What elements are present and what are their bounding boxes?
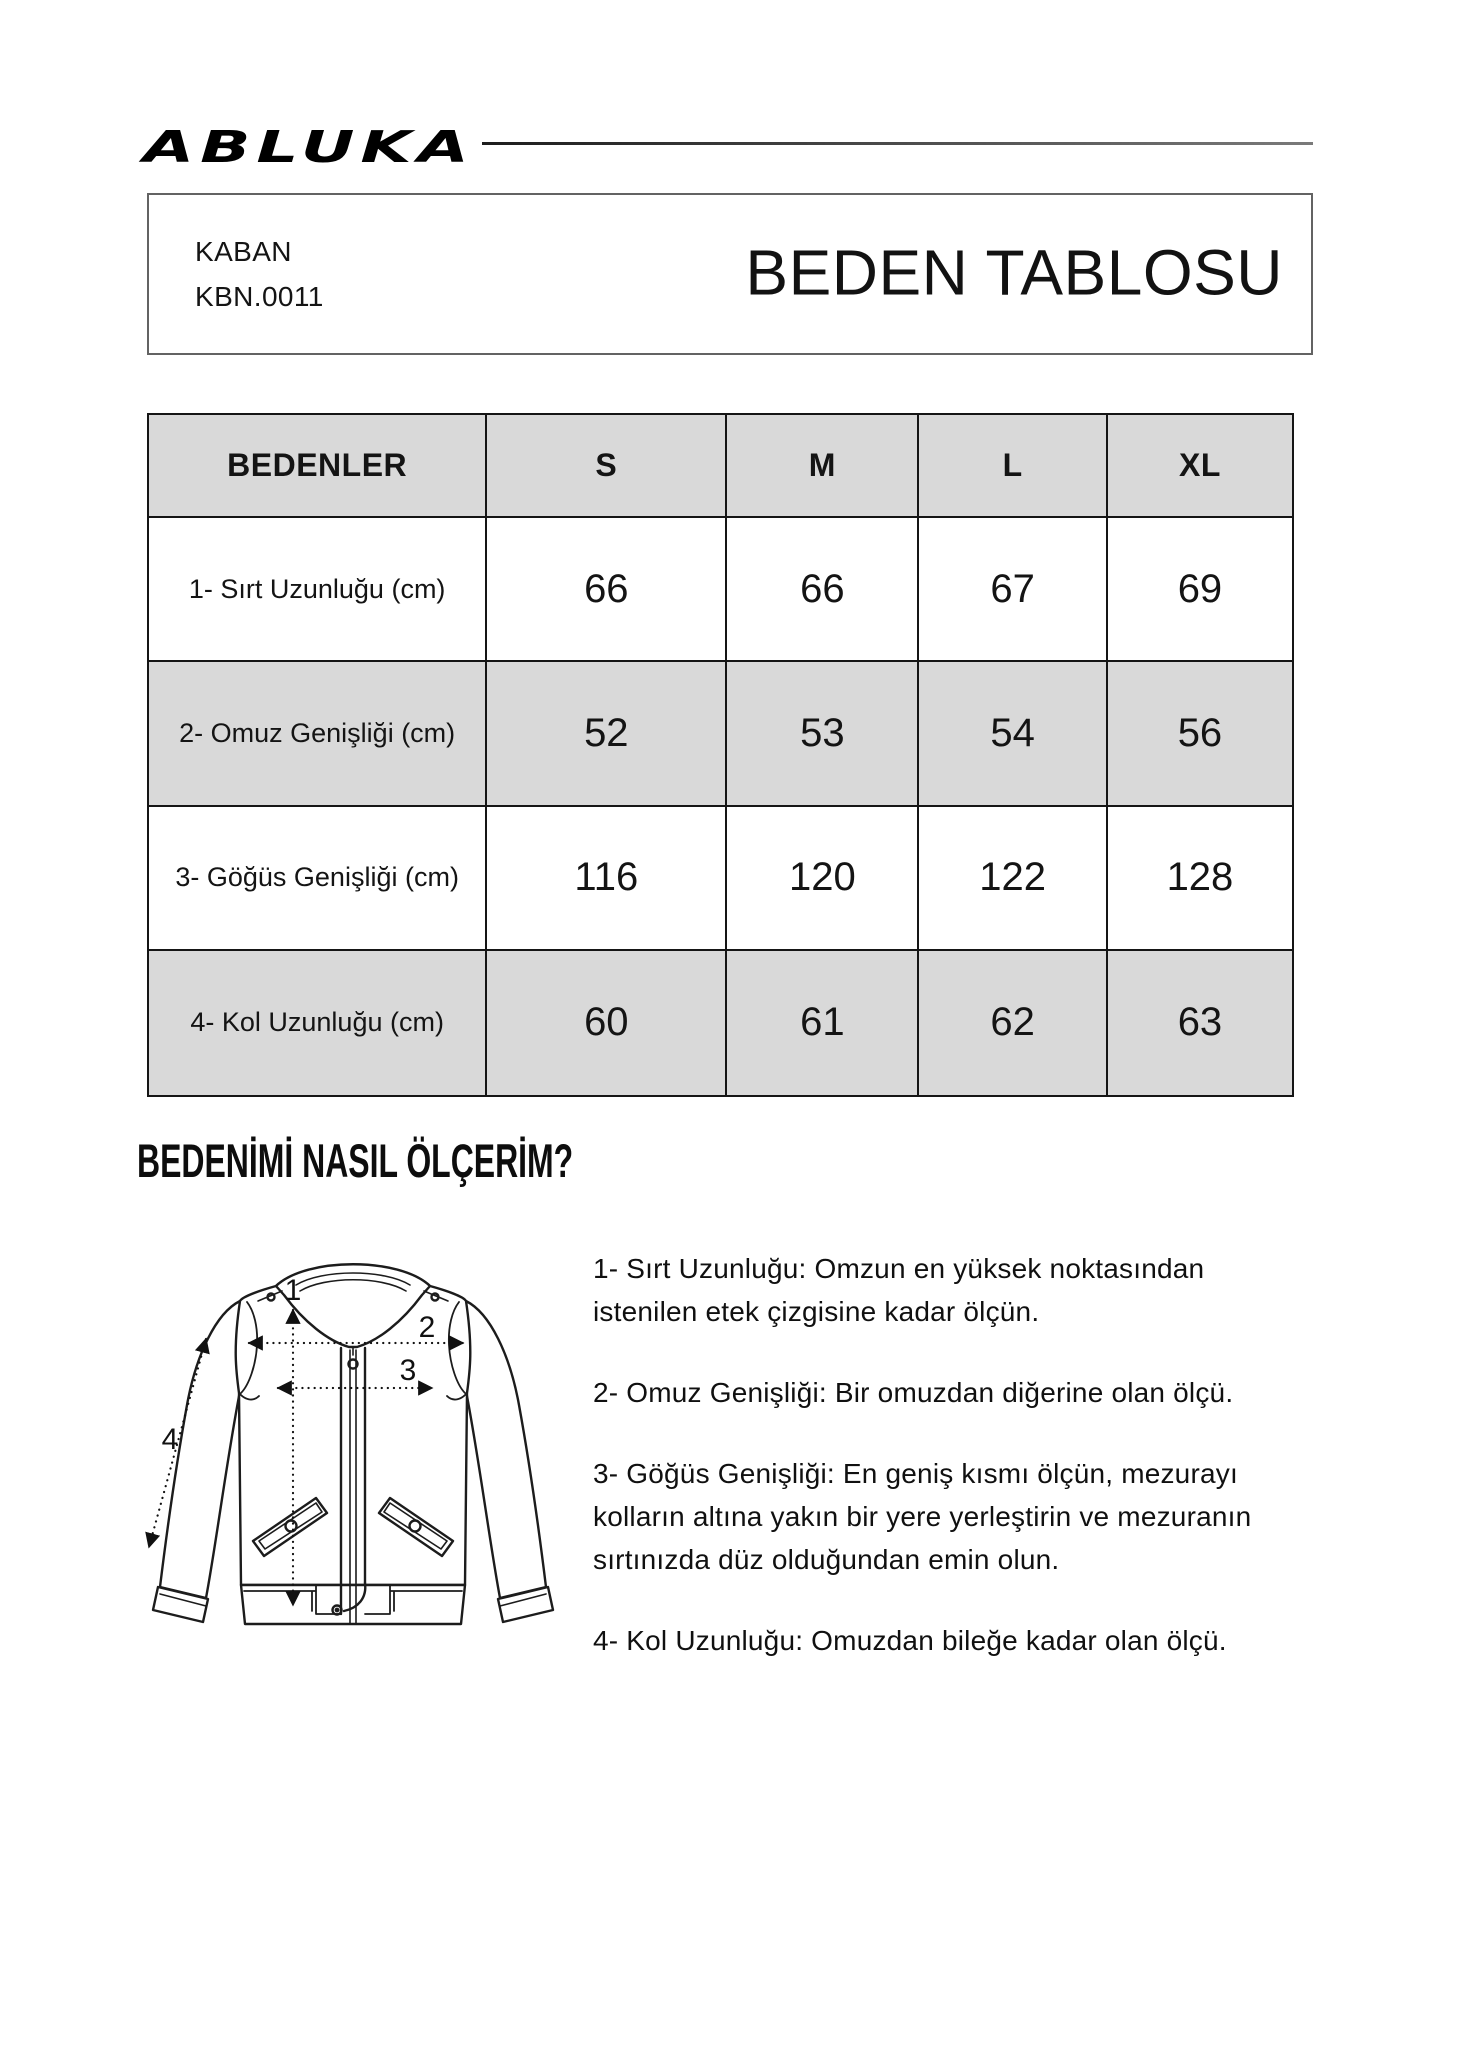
measure-guide-heading: BEDENİMİ NASIL ÖLÇERİM? (137, 1134, 574, 1187)
table-value-cell: 116 (487, 807, 727, 951)
brand-logo: ABLUKA (143, 122, 475, 173)
table-row-label: 4- Kol Uzunluğu (cm) (149, 951, 487, 1095)
size-table (147, 413, 1294, 1097)
table-value-cell: 61 (727, 951, 919, 1095)
product-code: KBN.0011 (195, 281, 324, 312)
right-sleeve (466, 1301, 546, 1598)
instruction-shoulder-width: 2- Omuz Genişliği: Bir omuzdan diğerine olan ölçü. (593, 1377, 1234, 1408)
measure-instructions (593, 1247, 1288, 1700)
table-header-cell: S (487, 415, 727, 518)
table-value-cell: 66 (727, 518, 919, 662)
table-value-cell: 62 (919, 951, 1108, 1095)
table-value-cell: 66 (487, 518, 727, 662)
table-row-label: 3- Göğüs Genişliği (cm) (149, 807, 487, 951)
jacket-drawing (153, 1264, 553, 1624)
instruction-chest-width: 3- Göğüs Genişliği: En geniş kısmı ölçün, mezurayı kolların altına yakın bir yere yerleştirin ve mezuranın sırtınızda düz olduğundan emin olun. (593, 1458, 1252, 1575)
table-value-cell: 54 (919, 662, 1108, 806)
product-info (195, 229, 324, 319)
diagram-label-2: 2 (418, 1311, 436, 1344)
table-header-cell: M (727, 415, 919, 518)
product-name: KABAN (195, 236, 292, 267)
table-value-cell: 52 (487, 662, 727, 806)
table-value-cell: 69 (1108, 518, 1292, 662)
table-header-cell: BEDENLER (149, 415, 487, 518)
table-header-cell: XL (1108, 415, 1292, 518)
zipper-bottom-stop-dot (336, 1609, 338, 1611)
jacket-measurement-diagram (130, 1253, 580, 1653)
table-value-cell: 67 (919, 518, 1108, 662)
table-value-cell: 60 (487, 951, 727, 1095)
table-value-cell: 120 (727, 807, 919, 951)
diagram-label-1: 1 (284, 1274, 302, 1307)
header-rule (482, 142, 1313, 145)
instruction-sleeve-length: 4- Kol Uzunluğu: Omuzdan bileğe kadar olan ölçü. (593, 1625, 1227, 1656)
table-row-label: 1- Sırt Uzunluğu (cm) (149, 518, 487, 662)
instruction-back-length: 1- Sırt Uzunluğu: Omzun en yüksek noktasından istenilen etek çizgisine kadar ölçün. (593, 1253, 1205, 1327)
table-value-cell: 122 (919, 807, 1108, 951)
diagram-label-4: 4 (161, 1423, 179, 1456)
table-value-cell: 53 (727, 662, 919, 806)
table-row-label: 2- Omuz Genişliği (cm) (149, 662, 487, 806)
table-value-cell: 56 (1108, 662, 1292, 806)
page-title: BEDEN TABLOSU (745, 236, 1283, 309)
table-value-cell: 63 (1108, 951, 1292, 1095)
product-header-box (147, 193, 1313, 355)
table-header-cell: L (919, 415, 1108, 518)
diagram-label-3: 3 (399, 1354, 417, 1387)
table-value-cell: 128 (1108, 807, 1292, 951)
